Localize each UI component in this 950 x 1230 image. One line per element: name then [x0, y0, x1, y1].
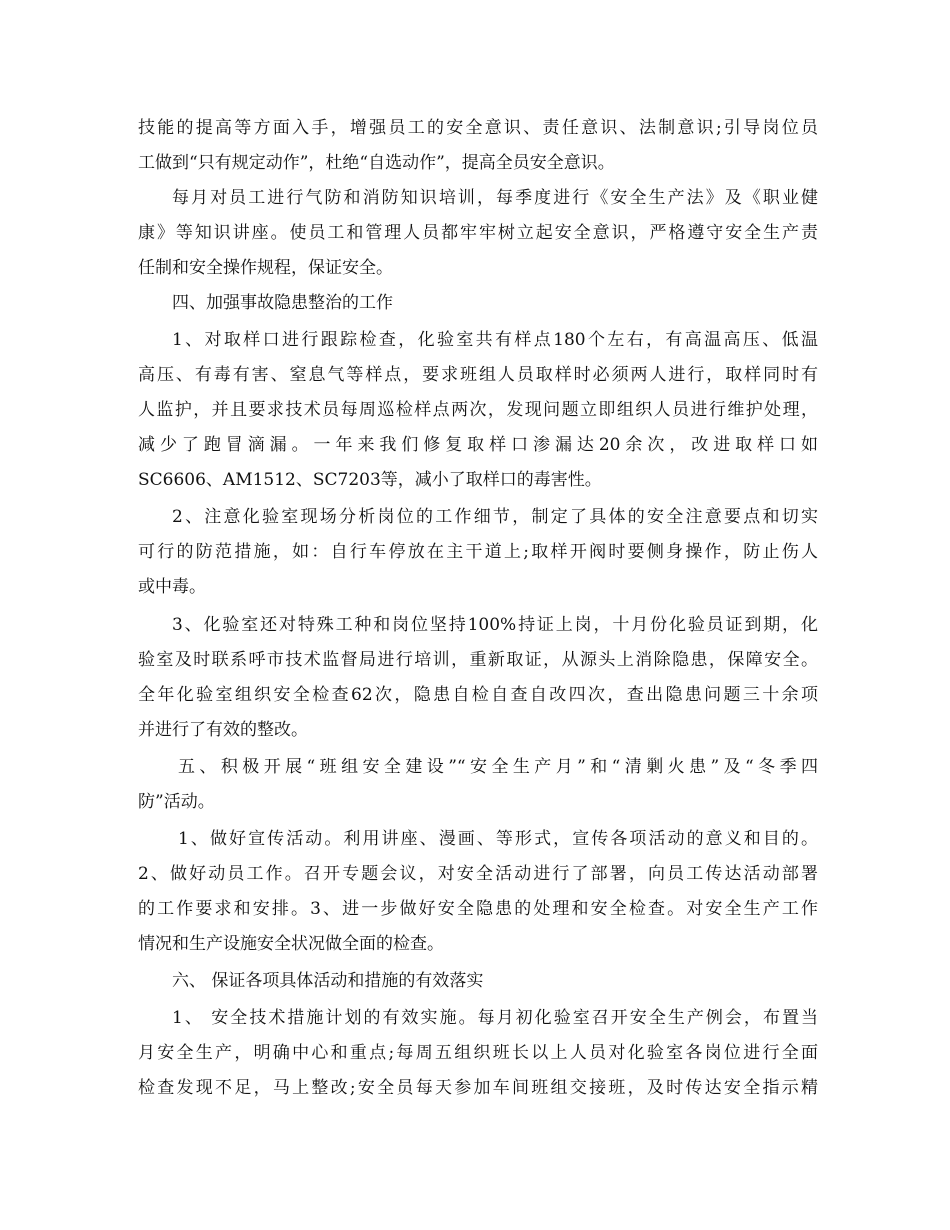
text-line: 高压、有毒有害、窒息气等样点，要求班组人员取样时必须两人进行，取样同时有 [138, 365, 818, 385]
text-line: 康》等知识讲座。使员工和管理人员都牢牢树立起安全意识，严格遵守安全生产责 [138, 223, 818, 243]
text-line: 工做到“只有规定动作”，杜绝“自选动作”，提高全员安全意识。 [138, 153, 615, 173]
text-line: 技能的提高等方面入手，增强员工的安全意识、责任意识、法制意识;引导岗位员 [138, 118, 818, 138]
section-heading: 五、积极开展“班组安全建设”“安全生产月”和“清剿火患”及“冬季四 [178, 757, 818, 777]
text-line: 1、 安全技术措施计划的有效实施。每月初化验室召开安全生产例会，布置当 [172, 1008, 818, 1028]
section-heading: 防”活动。 [138, 792, 215, 812]
text-line: 可行的防范措施，如：自行车停放在主干道上;取样开阀时要侧身操作，防止伤人 [138, 542, 818, 562]
text-line: 1、对取样口进行跟踪检查，化验室共有样点180个左右，有高温高压、低温 [172, 330, 818, 350]
text-line: 1、做好宣传活动。利用讲座、漫画、等形式，宣传各项活动的意义和目的。 [178, 829, 818, 849]
text-line: 减少了跑冒滴漏。一年来我们修复取样口渗漏达20余次，改进取样口如 [138, 435, 818, 455]
text-line: 月安全生产，明确中心和重点;每周五组织班长以上人员对化验室各岗位进行全面 [138, 1043, 818, 1063]
section-heading: 四、加强事故隐患整治的工作 [172, 293, 393, 313]
text-line: 的工作要求和安排。3、进一步做好安全隐患的处理和安全检查。对安全生产工作 [138, 899, 818, 919]
text-line: 任制和安全操作规程，保证安全。 [138, 258, 393, 278]
text-line: 全年化验室组织安全检查62次，隐患自检自查自改四次，查出隐患问题三十余项 [138, 685, 818, 705]
text-line: 检查发现不足，马上整改;安全员每天参加车间班组交接班，及时传达安全指示精 [138, 1078, 818, 1098]
text-line: SC6606、AM1512、SC7203等，减小了取样口的毒害性。 [138, 470, 602, 490]
text-line: 并进行了有效的整改。 [138, 720, 308, 740]
text-line: 人监护，并且要求技术员每周巡检样点两次，发现问题立即组织人员进行维护处理， [138, 400, 818, 420]
text-line: 3、化验室还对特殊工种和岗位坚持100%持证上岗，十月份化验员证到期，化 [172, 615, 818, 635]
text-line: 或中毒。 [138, 577, 206, 597]
text-line: 每月对员工进行气防和消防知识培训，每季度进行《安全生产法》及《职业健 [172, 188, 818, 208]
text-line: 2、注意化验室现场分析岗位的工作细节，制定了具体的安全注意要点和切实 [172, 507, 818, 527]
text-line: 情况和生产设施安全状况做全面的检查。 [138, 934, 444, 954]
text-line: 验室及时联系呼市技术监督局进行培训，重新取证，从源头上消除隐患，保障安全。 [138, 650, 818, 670]
section-heading: 六、 保证各项具体活动和措施的有效落实 [172, 971, 484, 991]
text-line: 2、做好动员工作。召开专题会议，对安全活动进行了部署，向员工传达活动部署 [138, 864, 818, 884]
